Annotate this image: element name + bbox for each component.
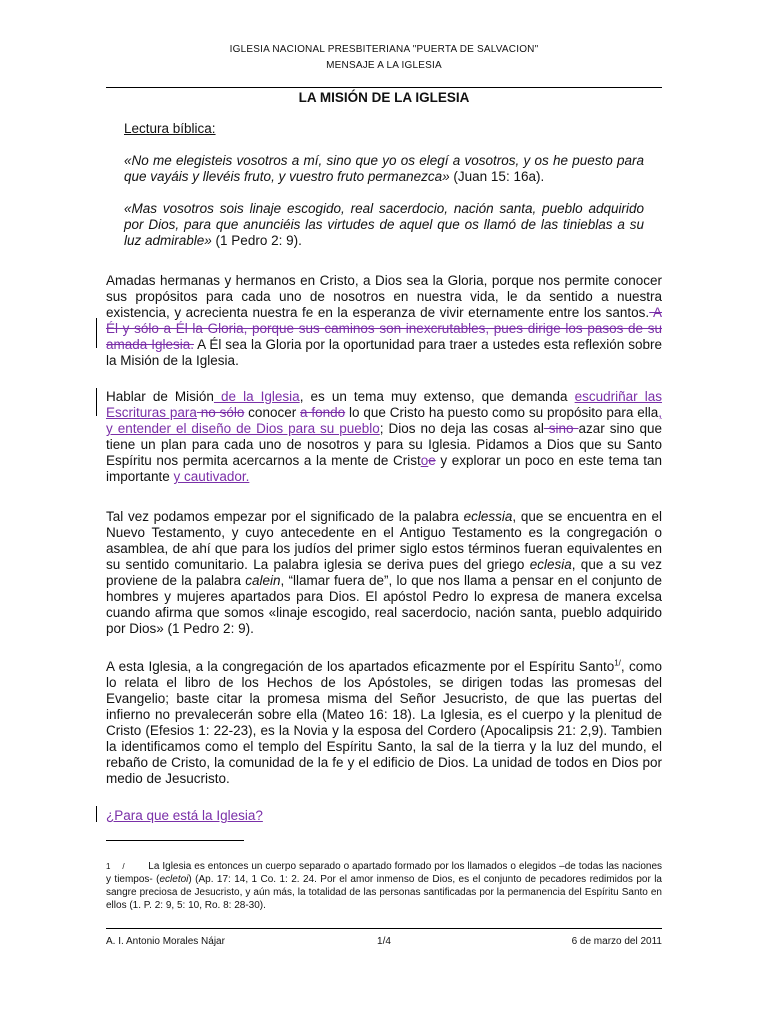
header-divider bbox=[106, 87, 662, 88]
inserted-text: de la Iglesia bbox=[213, 389, 300, 404]
footer-page-number: 1/4 bbox=[377, 936, 391, 947]
footnote-reference[interactable]: 1/ bbox=[614, 658, 621, 668]
quote-pedro-text: «Mas vosotros sois linaje escogido, real sacerdocio, nación santa, pueblo adquirido por Dios, para que anunciéis las virtudes de aquel que os llamó de las tinieblas a su luz admirable» bbox=[124, 201, 644, 248]
inserted-text: y cautivador. bbox=[173, 469, 250, 484]
page-title: LA MISIÓN DE LA IGLESIA bbox=[298, 90, 470, 105]
text-run: y explorar un poco en este tema tan importante bbox=[106, 453, 662, 484]
paragraph-iglesia bbox=[106, 659, 662, 787]
text-run: , “llamar fuera de”, lo que nos llama a pensar en el conjunto de hombres y mujeres apartados para Dios. El apóstol Pedro lo expresa de manera excelsa cuando afirma que somos «linaje escogido, real sacerdocio, nación santa, pueblo adquirido por Dios» (1 Pedro 2: 9). bbox=[106, 573, 662, 636]
italic-term: calein bbox=[245, 573, 281, 588]
quote-juan bbox=[124, 153, 644, 185]
deleted-text: A Él y sólo a Él la Gloria, porque sus caminos son inexcrutables, pues dirige los pasos de su amada Iglesia. bbox=[106, 305, 662, 352]
deleted-text: e bbox=[428, 453, 436, 468]
deleted-text: a fondo bbox=[300, 405, 346, 420]
footnote bbox=[106, 860, 662, 912]
footnote-divider bbox=[106, 840, 244, 841]
text-run: La Iglesia es entonces un cuerpo separado o apartado formado por los llamados o elegidos –de todas las naciones y tiempos- ( bbox=[106, 861, 662, 885]
footnote-slash: / bbox=[122, 862, 125, 871]
text-run: A Él sea la Gloria por la oportunidad para traer a ustedes esta reflexión sobre la Misión de la Iglesia. bbox=[106, 337, 662, 368]
section-heading-question: ¿Para que está la Iglesia? bbox=[106, 808, 263, 823]
inserted-text: , y entender el diseño de Dios para su pueblo bbox=[106, 405, 662, 436]
footer-author: A. I. Antonio Morales Nájar bbox=[106, 936, 225, 947]
lectura-label: Lectura bíblica: bbox=[124, 121, 216, 136]
footnote-number: 1 bbox=[106, 862, 111, 871]
quote-juan-text: «No me elegisteis vosotros a mí, sino que yo os elegí a vosotros, y os he puesto para que vayáis y llevéis fruto, y vuestro fruto permanezca» bbox=[124, 153, 644, 184]
italic-term: eclessia bbox=[463, 509, 513, 524]
text-run: , que a su vez proviene de la palabra bbox=[106, 557, 662, 588]
deleted-text: sino bbox=[543, 421, 579, 436]
header-subtitle: MENSAJE A LA IGLESIA bbox=[326, 60, 442, 71]
text-run: azar sino que tiene un plan para cada uno de nosotros y para su Iglesia. Pidamos a Dios que su Santo Espíritu nos permita acercarnos a la mente de Crist bbox=[106, 421, 662, 468]
paragraph-intro bbox=[106, 273, 662, 369]
footer-date: 6 de marzo del 2011 bbox=[571, 936, 662, 947]
deleted-text: no sólo bbox=[196, 405, 245, 420]
quote-juan-ref: (Juan 15: 16a). bbox=[449, 169, 545, 184]
text-run: , que se encuentra en el Nuevo Testamento, y cuyo antecedente en el Antiguo Testamento es la congregación o asamblea, de ahí que para los judíos del primer siglo estos términos fueran equivalentes en su sentido comunitario. La palabra iglesia se deriva pues del griego bbox=[106, 509, 662, 572]
change-bar bbox=[96, 318, 97, 348]
text-run: lo que Cristo ha puesto como su propósito para ella bbox=[345, 405, 659, 420]
footer-divider bbox=[106, 928, 662, 929]
text-run: Tal vez podamos empezar por el significado de la palabra bbox=[106, 509, 464, 524]
quote-pedro bbox=[124, 201, 644, 249]
change-bar bbox=[96, 806, 97, 822]
text-run: conocer bbox=[244, 405, 301, 420]
text-run: A esta Iglesia, a la congregación de los apartados eficazmente por el Espíritu Santo bbox=[106, 659, 615, 674]
inserted-text: escudriñar las Escrituras para bbox=[106, 389, 662, 420]
text-run: Amadas hermanas y hermanos en Cristo, a Dios sea la Gloria, porque nos permite conocer sus propósitos para cada uno de nosotros en nuestra vida, le da sentido a nuestra existencia, y acrecienta nuestra fe en la esperanza de vivir eternamente entre los santos. bbox=[106, 273, 662, 320]
paragraph-mision bbox=[106, 389, 662, 485]
italic-term: eclesia bbox=[529, 557, 572, 572]
text-run: ) (Ap. 17: 14, 1 Co. 1: 2. 24. Por el amor inmenso de Dios, es el conjunto de pecadores redimidos por la sangre preciosa de Jesucristo, y aún más, la totalidad de las personas santificadas por la permanencia del Espíritu Santo en ellos (1. P. 2: 9, 5: 10, Ro. 8: 28-30). bbox=[106, 874, 662, 911]
quote-pedro-ref: (1 Pedro 2: 9). bbox=[211, 233, 302, 248]
header-church-name: IGLESIA NACIONAL PRESBITERIANA "PUERTA DE SALVACION" bbox=[229, 44, 539, 55]
text-run: , como lo relata el libro de los Hechos de los Apóstoles, se dirigen todas las promesas del Evangelio; baste citar la promesa misma del Señor Jesucristo, de que las puertas del infierno no prevalecerán sobre ella (Mateo 16: 18). La Iglesia, es el cuerpo y la plenitud de Cristo (Efesios 1: 22-23), es la Novia y la esposa del Cordero (Apocalipsis 21: 2,9). Tambien la identificamos como el templo del Espíritu Santo, la sal de la tierra y la luz del mundo, el rebaño de Cristo, la comunidad de la fe y el edificio de Dios. La unidad de todos en Dios por medio de Jesucristo. bbox=[106, 659, 662, 786]
inserted-text: o bbox=[420, 453, 429, 468]
change-bar bbox=[96, 388, 97, 416]
text-run: , es un tema muy extenso, que demanda bbox=[299, 389, 575, 404]
text-run: Hablar de Misión bbox=[106, 389, 214, 404]
italic-term: ecletoi bbox=[159, 874, 189, 885]
text-run: ; Dios no deja las cosas al bbox=[379, 421, 544, 436]
paragraph-eclessia bbox=[106, 509, 662, 637]
